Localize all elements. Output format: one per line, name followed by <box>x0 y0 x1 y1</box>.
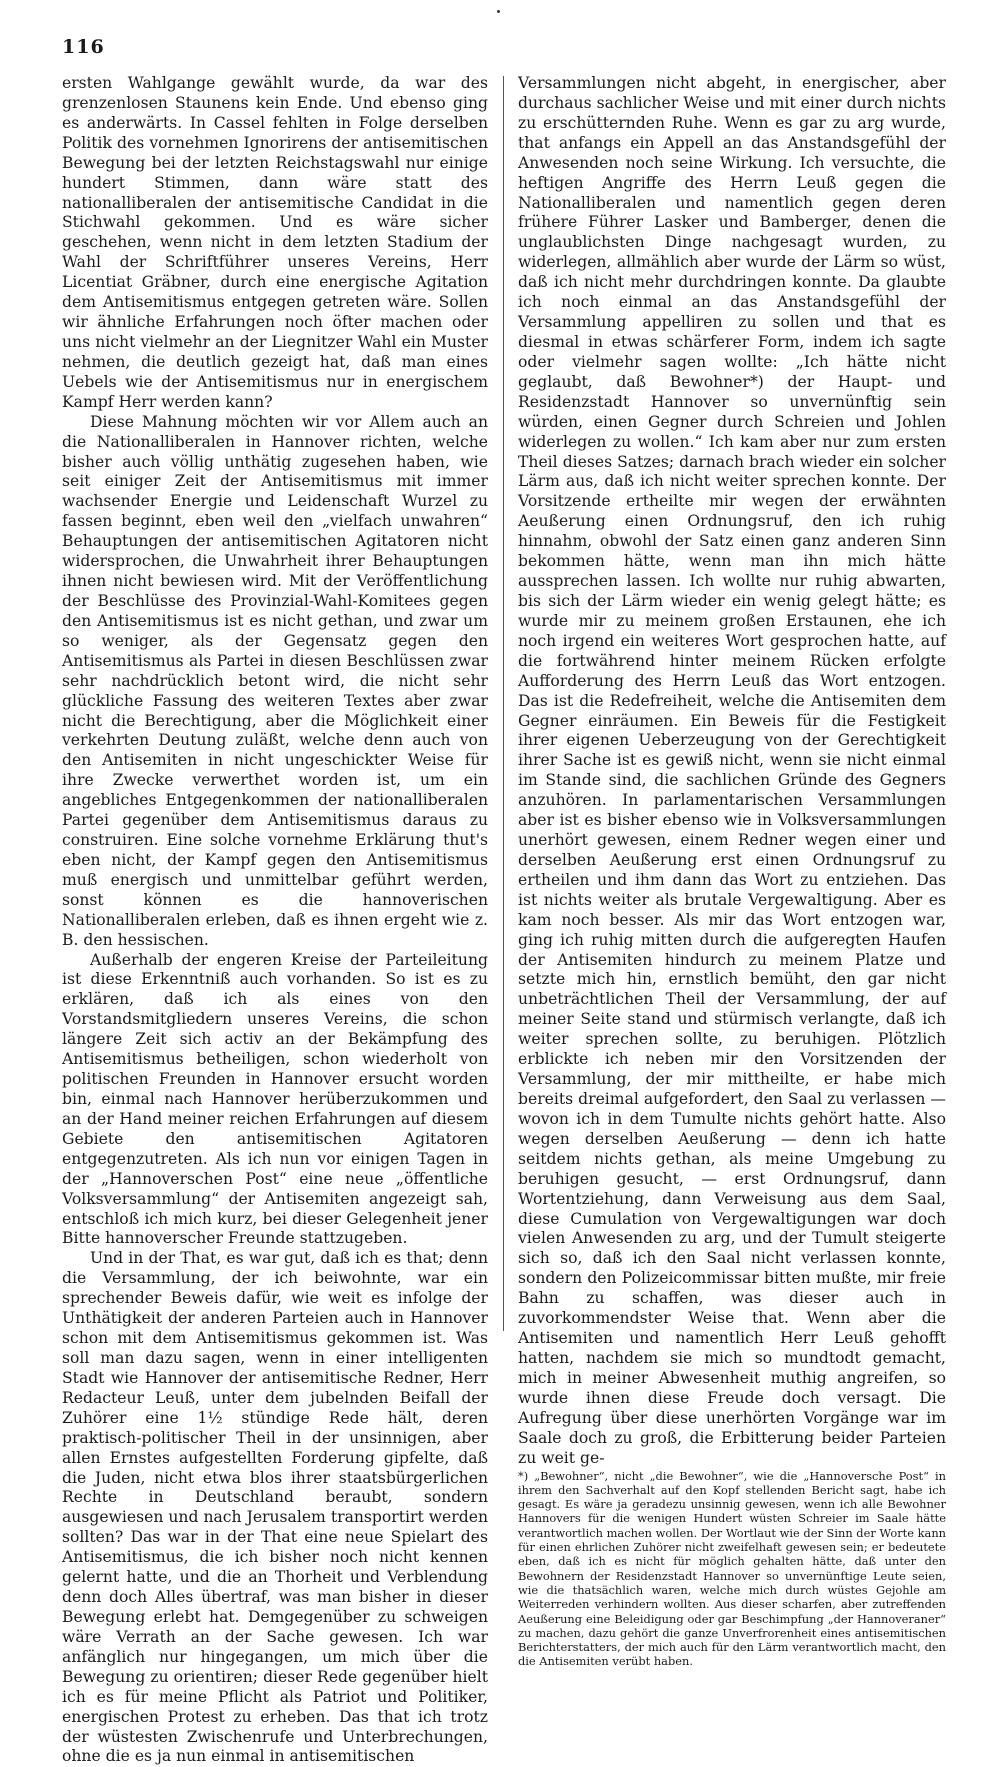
paragraph: Außerhalb der engeren Kreise der Parteileitung ist diese Erkenntniß auch vorhanden. So ist es zu erklären, daß ich als eines von den Vorstandsmitgliedern unseres Vereins, die schon längere Zeit sich activ an der Bekämpfung des Antisemitismus betheiligen, schon wiederholt von politischen Freunden in Hannover ersucht worden bin, einmal nach Hannover herüberzukommen und an der Hand meiner reichen Erfahrungen auf diesem Gebiete den antisemitischen Agitatoren entgegenzutreten. Als ich nun vor einigen Tagen in der „Hannoverschen Post“ eine neue „öffentliche Volksversammlung“ der Antisemiten angezeigt sah, entschloß ich mich kurz, bei dieser Gelegenheit jener Bitte hannoverscher Freunde stattzugeben. <box>62 950 488 1248</box>
page-number: 116 <box>62 36 105 58</box>
footnote: *) „Bewohner“, nicht „die Bewohner“, wie die „Hannoversche Post“ in ihrem den Sachverhalt auf den Kopf stellenden Bericht sagt, habe ich gesagt. Es wäre ja geradezu unsinnig gewesen, wenn ich alle Bewohner Hannovers für die wenigen Hundert wüsten Schreier im Saale hätte verantwortlich machen wollen. Der Wortlaut wie der Sinn der Worte kann für einen ehrlichen Zuhörer nicht zweifelhaft gewesen sein; er bedeutete eben, daß ich es nicht für möglich gehalten hätte, daß unter den Bewohnern der Residenzstadt Hannover so unvernünftige Leute seien, wie die thatsächlich waren, welche mich durch wüstes Gejohle am Weiterreden verhindern wollten. Aus dieser scharfen, aber zutreffenden Aeußerung eine Beleidigung oder gar Beschimpfung „der Hannoveraner“ zu machen, dazu gehört die ganze Unverfrorenheit eines antisemitischen Berichterstatters, der mich auch für den Lärm verantwortlich macht, den die Antisemiten verübt haben. <box>518 1468 946 1669</box>
paragraph: ersten Wahlgange gewählt wurde, da war des grenzenlosen Staunens kein Ende. Und ebenso ging es anderwärts. In Cassel fehlten in Folge derselben Politik des vornehmen Ignorirens der antisemitischen Bewegung bei der letzten Reichstagswahl nur einige hundert Stimmen, dann wäre statt des nationalliberalen der antisemitische Candidat in die Stichwahl gekommen. Und es wäre sicher geschehen, wenn nicht in dem letzten Stadium der Wahl der Schriftführer unseres Vereins, Herr Licentiat Gräbner, durch eine energische Agitation dem Antisemitismus entgegen getreten wäre. Sollen wir ähnliche Erfahrungen noch öfter machen oder uns nicht vielmehr an der Liegnitzer Wahl ein Muster nehmen, die deutlich gezeigt hat, daß man eines Uebels wie der Antisemitismus nur in energischem Kampf Herr werden kann? <box>62 74 488 411</box>
paragraph: Versammlungen nicht abgeht, in energischer, aber durchaus sachlicher Weise und mit einer durch nichts zu erschütternden Ruhe. Wenn es gar zu arg wurde, that anfangs ein Appell an das Anstandsgefühl der Anwesenden noch seine Wirkung. Ich versuchte, die heftigen Angriffe des Herrn Leuß gegen die Nationalliberalen und namentlich gegen deren frühere Führer Lasker und Bamberger, denen die unglaublichsten Dinge nachgesagt wurden, zu widerlegen, allmählich aber wurde der Lärm so wüst, daß ich nicht mehr durchdringen konnte. Da glaubte ich noch einmal an das Anstandsgefühl der Versammlung appelliren zu sollen und that es diesmal in etwas schärferer Form, indem ich sagte oder vielmehr sagen wollte: „Ich hätte nicht geglaubt, daß Bewohner*) der Haupt- und Residenzstadt Hannover so unvernünftig sein würden, einen Gegner durch Schreien und Johlen widerlegen zu wollen.“ Ich kam aber nur zum ersten Theil dieses Satzes; darnach brach wieder ein solcher Lärm aus, daß ich nicht weiter sprechen konnte. Der Vorsitzende ertheilte mir wegen der erwähnten Aeußerung einen Ordnungsruf, den ich ruhig hinnahm, obwohl der Satz einen ganz anderen Sinn bekommen hätte, wenn man ihn mich hätte aussprechen lassen. Ich wollte nur ruhig abwarten, bis sich der Lärm wieder ein wenig gelegt hätte; es wurde mir zu meinem großen Erstaunen, ehe ich noch irgend ein weiteres Wort gesprochen hatte, auf die fortwährend hinter meinem Rücken erfolgte Aufforderung des Herrn Leuß das Wort entzogen. Das ist die Redefreiheit, welche die Antisemiten dem Gegner einräumen. Ein Beweis für die Festigkeit ihrer eigenen Ueberzeugung von der Gerechtigkeit ihrer Sache ist es gewiß nicht, wenn sie nicht einmal im Stande sind, die sachlichen Gründe des Gegners anzuhören. In parlamentarischen Versammlungen aber ist es bisher ebenso wie in Volksversammlungen unerhört gewesen, einem Redner wegen einer und derselben Aeußerung erst einen Ordnungsruf zu ertheilen und ihm dann das Wort zu entziehen. Das ist nichts weiter als brutale Vergewaltigung. Aber es kam noch besser. Als mir das Wort entzogen war, ging ich ruhig mitten durch die aufgeregten Haufen der Antisemiten hindurch zu meinem Platze und setzte mich hin, ernstlich bemüht, den gar nicht unbeträchtlichen Theil der Versammlung, der auf meiner Seite stand und stürmisch verlangte, daß ich weiter sprechen sollte, zu beruhigen. Plötzlich erblickte ich neben mir den Vorsitzenden der Versammlung, der mir mittheilte, er habe mich bereits dreimal aufgefordert, den Saal zu verlassen — wovon ich in dem Tumulte nichts gehört hatte. Also wegen derselben Aeußerung — denn ich hatte seitdem nichts gethan, als meine Umgebung zu beruhigen gesucht, — erst Ordnungsruf, dann Wortentziehung, dann Verweisung aus dem Saal, diese Cumulation von Vergewaltigungen war doch vielen Anwesenden zu arg, und der Tumult steigerte sich so, daß ich den Saal nicht verlassen konnte, sondern den Polizeicommissar bitten mußte, mir freie Bahn zu schaffen, was dieser auch in zuvorkommendster Weise that. Wenn aber die Antisemiten und namentlich Herr Leuß gehofft hatten, nachdem sie mich so mundtodt gemacht, mich in meiner Abwesenheit muthig angreifen, so wurde ihnen diese Freude doch versagt. Die Aufregung über diese unerhörten Vorgänge war im Saale doch zu groß, die Erbitterung beider Parteien zu weit ge- <box>518 74 946 1467</box>
print-speck <box>497 10 500 13</box>
paragraph: Und in der That, es war gut, daß ich es that; denn die Versammlung, der ich beiwohnte, war ein sprechender Beweis dafür, wie weit es infolge der Unthätigkeit der anderen Parteien auch in Hannover schon mit dem Antisemitismus gekommen ist. Was soll man dazu sagen, wenn in einer intelligenten Stadt wie Hannover der antisemitische Redner, Herr Redacteur Leuß, unter dem jubelnden Beifall der Zuhörer eine 1½ stündige Rede hält, deren praktisch-politischer Theil in der unsinnigen, aber allen Ernstes aufgestellten Forderung gipfelte, daß die Juden, nicht etwa blos ihrer staatsbürgerlichen Rechte in Deutschland beraubt, sondern ausgewiesen und nach Jerusalem transportirt werden sollten? Das war in der That eine neue Spielart des Antisemitismus, die ich bisher noch nicht kennen gelernt hatte, und die an Thorheit und Verblendung denn doch Alles übertraf, was man bisher in dieser Bewegung erlebt hat. Demgegenüber zu schweigen wäre Verrath an der Sache gewesen. Ich war anfänglich nur hingegangen, um mich über die Bewegung zu orientiren; dieser Rede gegenüber hielt ich es für meine Pflicht als Patriot und Politiker, energischen Protest zu erheben. Das that ich trotz der wüstesten Zwischenrufe und Unterbrechungen, ohne die es ja nun einmal in antisemitischen <box>62 1249 488 1766</box>
right-column <box>518 74 946 1669</box>
left-column <box>62 74 488 1767</box>
column-divider <box>503 76 504 1331</box>
paragraph: Diese Mahnung möchten wir vor Allem auch an die Nationalliberalen in Hannover richten, welche bisher auch völlig unthätig zugesehen haben, wie seit einiger Zeit der Antisemitismus mit immer wachsender Energie und Leidenschaft Wurzel zu fassen beginnt, eben weil den „vielfach unwahren“ Behauptungen der antisemitischen Agitatoren nicht widersprochen, die Unwahrheit ihrer Behauptungen ihnen nicht bewiesen wird. Mit der Veröffentlichung der Beschlüsse des Provinzial-Wahl-Komitees gegen den Antisemitismus ist es nicht gethan, und zwar um so weniger, als der Gegensatz gegen den Antisemitismus als Partei in diesen Beschlüssen zwar sehr nachdrücklich betont wird, die nicht sehr glückliche Fassung des weiteren Textes aber zwar nicht die Berechtigung, aber die Möglichkeit einer verkehrten Deutung zuläßt, welche denn auch von den Antisemiten in nicht ungeschickter Weise für ihre Zwecke verwerthet worden ist, um ein angebliches Entgegenkommen der nationalliberalen Partei gegenüber dem Antisemitismus daraus zu construiren. Eine solche vornehme Erklärung thut's eben nicht, der Kampf gegen den Antisemitismus muß energisch und unmittelbar geführt werden, sonst können es die hannoverischen Nationalliberalen erleben, daß es ihnen ergeht wie z. B. den hessischen. <box>62 412 488 949</box>
